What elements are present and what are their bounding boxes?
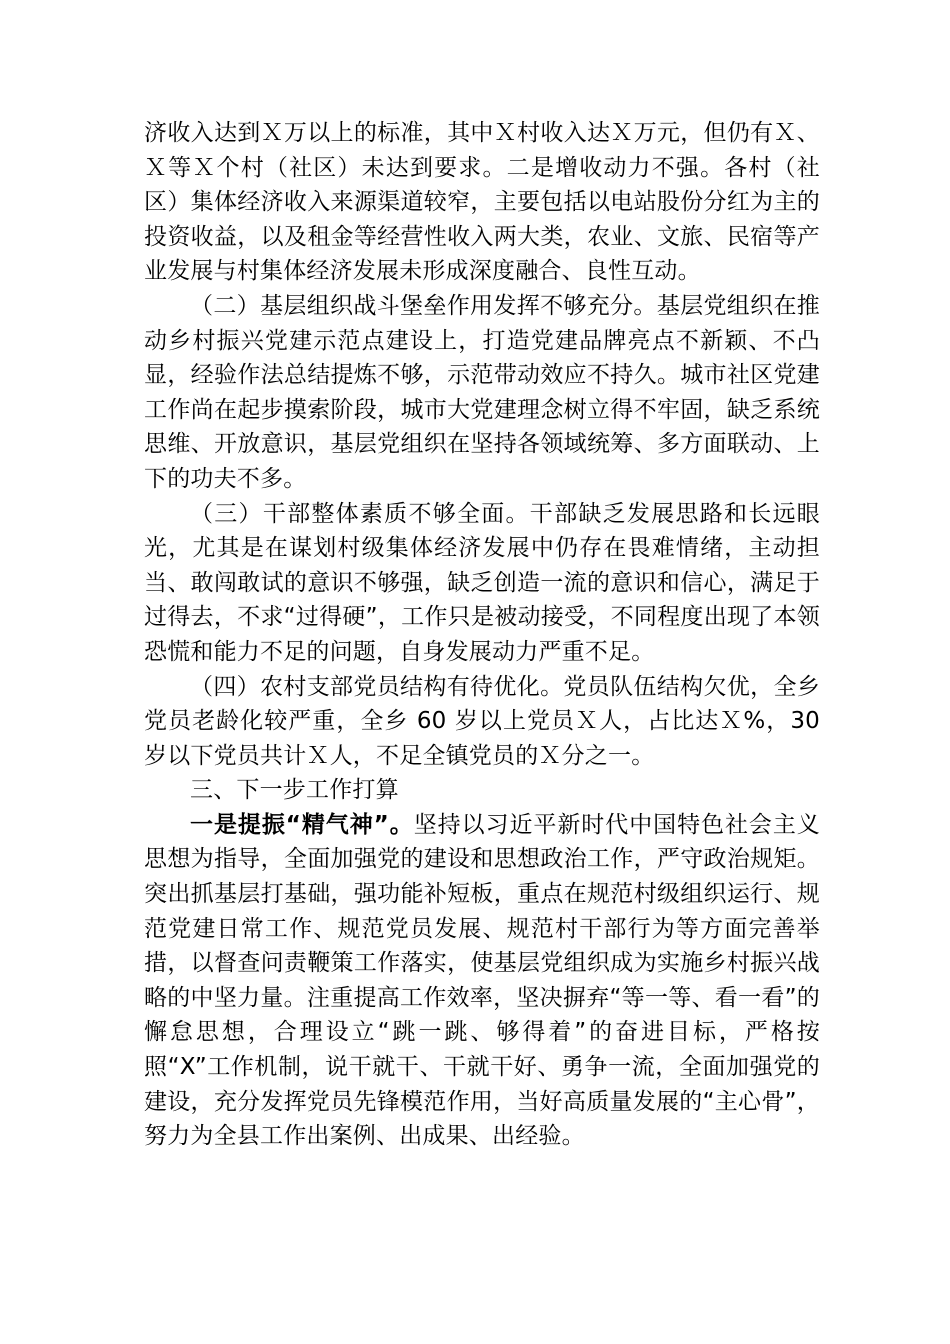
paragraph-continuation: [144, 116, 820, 289]
heading-text: 三、下一步工作打算: [190, 777, 399, 804]
paragraph-text: （三）干部整体素质不够全面。干部缺乏发展思路和长远眼光，尤其是在谋划村级集体经济发展中仍存在畏难情绪，主动担当、敢闯敢试的意识不够强，缺乏创造一流的意识和信心，满足于过得去，不求“过得硬”，工作只是被动接受，不同程度出现了本领恐慌和能力不足的问题，自身发展动力严重不足。: [144, 500, 820, 665]
paragraph-text: 坚持以习近平新时代中国特色社会主义思想为指导，全面加强党的建设和思想政治工作，严守政治规矩。突出抓基层打基础，强功能补短板，重点在规范村级组织运行、规范党建日常工作、规范党员发展、规范村干部行为等方面完善举措，以督查问责鞭策工作落实，使基层党组织成为实施乡村振兴战略的中坚力量。注重提高工作效率，坚决摒弃“等一等、看一看”的懈怠思想，合理设立“跳一跳、够得着”的奋进目标，严格按照“X”工作机制，说干就干、干就干好、勇争一流，全面加强党的建设，充分发挥党员先锋模范作用，当好高质量发展的“主心骨”，努力为全县工作出案例、出成果、出经验。: [144, 811, 821, 1150]
paragraph-text: （四）农村支部党员结构有待优化。党员队伍结构欠优，全乡党员老龄化较严重，全乡 60 岁以上党员Ｘ人，占比达Ｘ%，30 岁以下党员共计Ｘ人，不足全镇党员的Ｘ分之一。: [144, 673, 820, 769]
paragraph-lead: 一是提振“精气神”。: [190, 811, 414, 838]
paragraph-text: （二）基层组织战斗堡垒作用发挥不够充分。基层党组织在推动乡村振兴党建示范点建设上，打造党建品牌亮点不新颖、不凸显，经验作法总结提炼不够，示范带动效应不持久。城市社区党建工作尚在起步摸索阶段，城市大党建理念树立得不牢固，缺乏系统思维、开放意识，基层党组织在坚持各领域统筹、多方面联动、上下的功夫不多。: [144, 292, 820, 492]
paragraph-text: 济收入达到Ｘ万以上的标准，其中Ｘ村收入达Ｘ万元，但仍有Ｘ、Ｘ等Ｘ个村（社区）未达到要求。二是增收动力不强。各村（社区）集体经济收入来源渠道较窄，主要包括以电站股份分红为主的投资收益，以及租金等经营性收入两大类，农业、文旅、民宿等产业发展与村集体经济发展未形成深度融合、良性互动。: [144, 120, 820, 285]
section-heading: [144, 773, 820, 808]
document-body: [144, 116, 820, 1154]
paragraph-section-4: [144, 670, 820, 774]
paragraph-section-3: [144, 497, 820, 670]
paragraph-plan-1: [144, 808, 820, 1154]
paragraph-section-2: [144, 289, 820, 497]
